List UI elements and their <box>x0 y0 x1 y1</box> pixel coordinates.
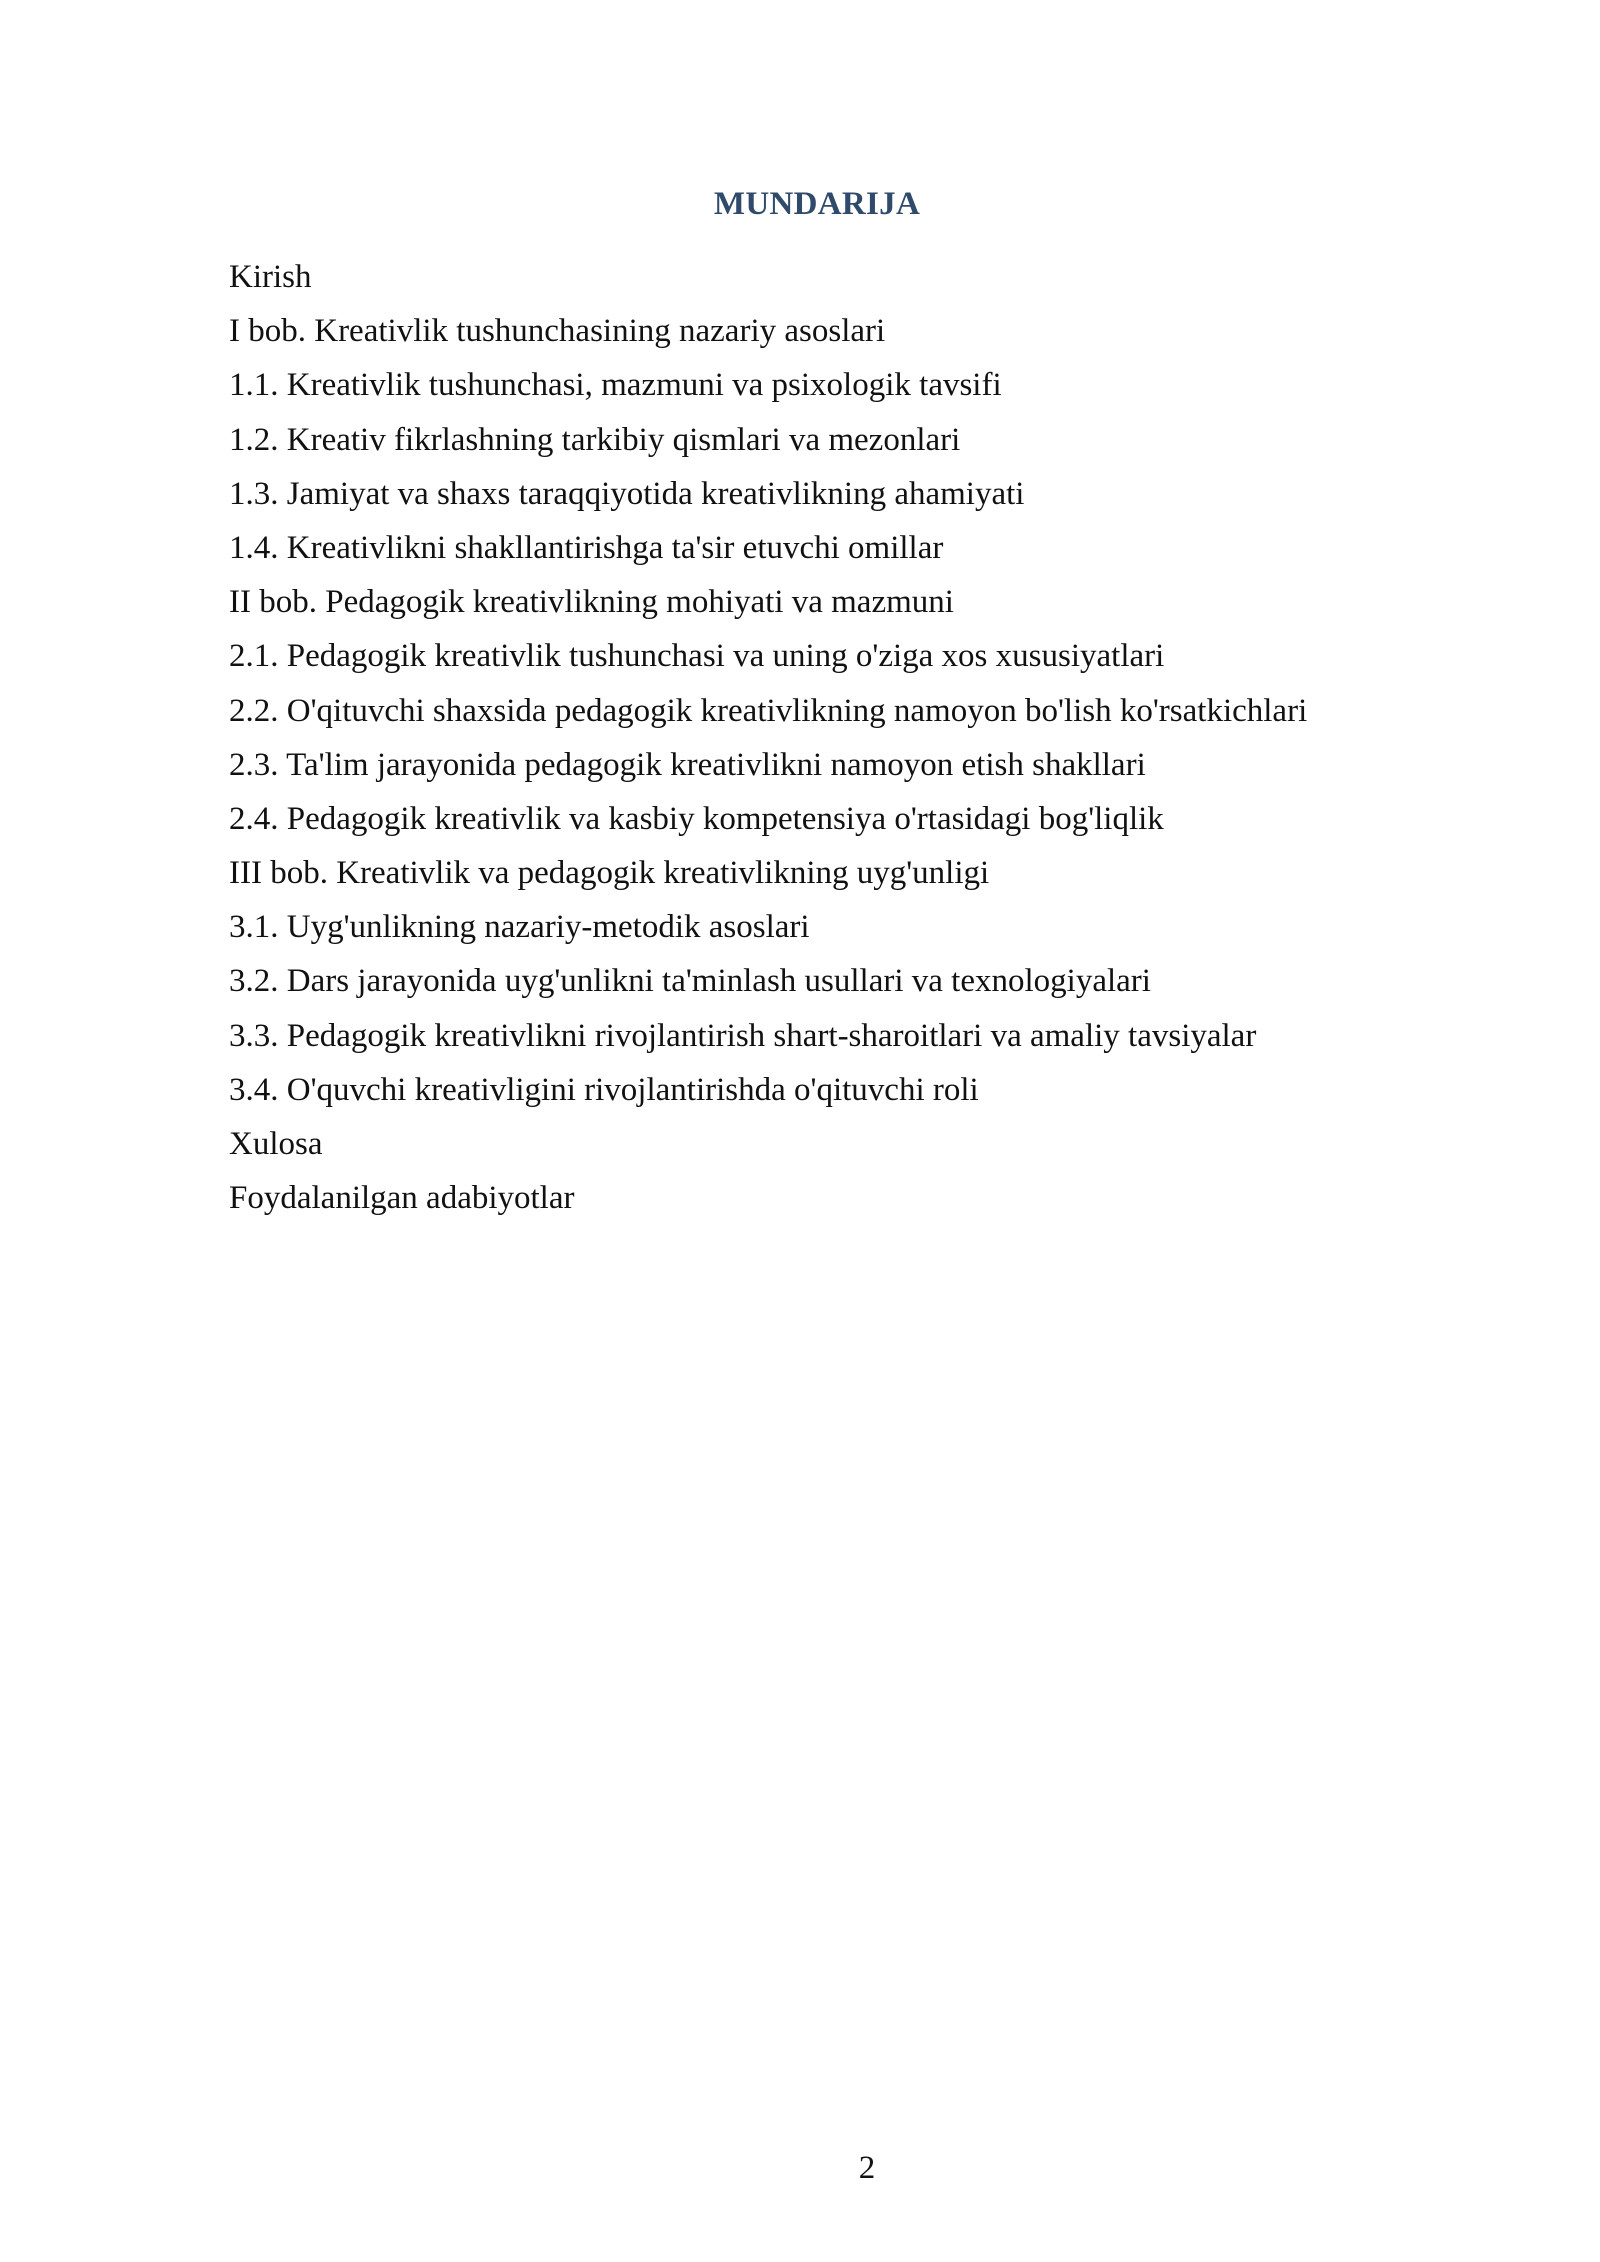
toc-item-3-2: 3.2. Dars jarayonida uyg'unlikni ta'minlash usullari va texnologiyalari <box>229 963 1151 1000</box>
toc-item-2-4: 2.4. Pedagogik kreativlik va kasbiy kompetensiya o'rtasidagi bog'liqlik <box>229 800 1164 837</box>
toc-title: MUNDARIJA <box>713 186 921 222</box>
toc-item-chapter-1: I bob. Kreativlik tushunchasining nazariy asoslari <box>229 313 886 350</box>
page-number: 2 <box>858 2150 876 2186</box>
toc-item-chapter-2: II bob. Pedagogik kreativlikning mohiyati va mazmuni <box>229 584 954 621</box>
toc-item-3-4: 3.4. O'quvchi kreativligini rivojlantirishda o'qituvchi roli <box>229 1071 979 1108</box>
toc-item-1-3: 1.3. Jamiyat va shaxs taraqqiyotida kreativlikning ahamiyati <box>229 475 1025 512</box>
toc-item-kirish: Kirish <box>229 259 312 295</box>
toc-item-2-3: 2.3. Ta'lim jarayonida pedagogik kreativlikni namoyon etish shakllari <box>229 746 1146 783</box>
toc-item-3-3: 3.3. Pedagogik kreativlikni rivojlantirish shart-sharoitlari va amaliy tavsiyalar <box>229 1017 1257 1054</box>
toc-item-adabiyotlar: Foydalanilgan adabiyotlar <box>229 1180 575 1217</box>
toc-item-2-2: 2.2. O'qituvchi shaxsida pedagogik kreativlikning namoyon bo'lish ko'rsatkichlari <box>229 692 1308 729</box>
toc-item-1-1: 1.1. Kreativlik tushunchasi, mazmuni va psixologik tavsifi <box>229 367 1002 404</box>
toc-item-2-1: 2.1. Pedagogik kreativlik tushunchasi va uning o'ziga xos xususiyatlari <box>229 638 1165 675</box>
toc-item-chapter-3: III bob. Kreativlik va pedagogik kreativlikning uyg'unligi <box>229 855 990 892</box>
toc-list <box>229 250 1307 1225</box>
toc-item-3-1: 3.1. Uyg'unlikning nazariy-metodik asoslari <box>229 909 810 946</box>
toc-item-xulosa: Xulosa <box>229 1126 323 1162</box>
toc-item-1-4: 1.4. Kreativlikni shakllantirishga ta'sir etuvchi omillar <box>229 529 944 566</box>
toc-item-1-2: 1.2. Kreativ fikrlashning tarkibiy qismlari va mezonlari <box>229 421 961 458</box>
